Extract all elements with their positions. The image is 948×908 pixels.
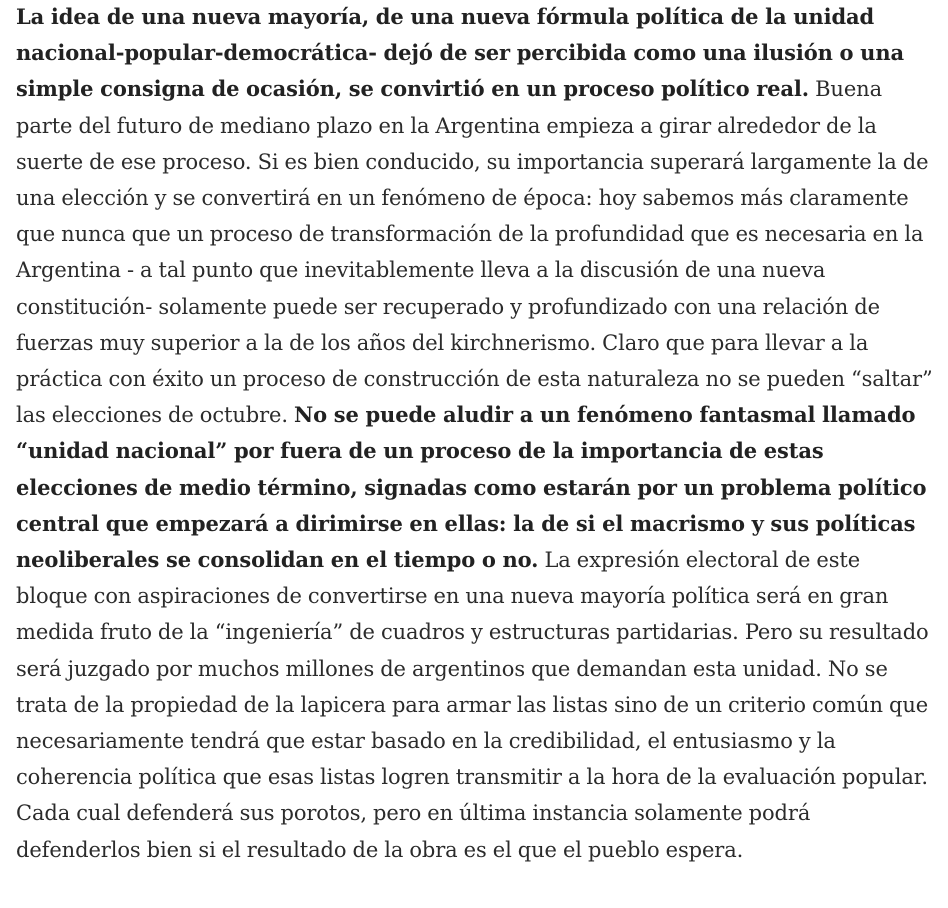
bold-lead-sentence: La idea de una nueva mayoría, de una nueva fórmula política de la unidad nacional-popular-democrática- dejó de ser percibida como una ilusión o una simple consigna de ocasión, se convirtió en un proceso político real. (16, 4, 905, 102)
article-paragraph (16, 0, 934, 868)
body-text-segment: La expresión electoral de este bloque con aspiraciones de convertirse en una nueva mayoría política será en gran medida fruto de la “ingeniería” de cuadros y estructuras partidarias. Pero su resultado será juzgado por muchos millones de argentinos que demandan esta unidad. No se trata de la propiedad de la lapicera para armar las listas sino de un criterio común que necesariamente tendrá que estar basado en la credibilidad, el entusiasmo y la coherencia política que esas listas logren transmitir a la hora de la evaluación popular. Cada cual defenderá sus porotos, pero en última instancia solamente podrá defenderlos bien si el resultado de la obra es el que el pueblo espera. (16, 548, 929, 862)
body-text-segment: Buena parte del futuro de mediano plazo en la Argentina empieza a girar alrededor de la suerte de ese proceso. Si es bien conducido, su importancia superará largamente la de una elección y se convertirá en un fenómeno de época: hoy sabemos más claramente que nunca que un proceso de transformación de la profundidad que es necesaria en la Argentina - a tal punto que inevitablemente lleva a la discusión de una nueva constitución- solamente puede ser recuperado y profundizado con una relación de fuerzas muy superior a la de los años del kirchnerismo. Claro que para llevar a la práctica con éxito un proceso de construcción de esta naturaleza no se pueden “saltar” las elecciones de octubre. (16, 77, 933, 428)
bold-emphasis-sentence: No se puede aludir a un fenómeno fantasmal llamado “unidad nacional” por fuera de un proceso de la importancia de estas elecciones de medio término, signadas como estarán por un problema político central que empezará a dirimirse en ellas: la de si el macrismo y sus políticas neoliberales se consolidan en el tiempo o no. (16, 402, 927, 573)
